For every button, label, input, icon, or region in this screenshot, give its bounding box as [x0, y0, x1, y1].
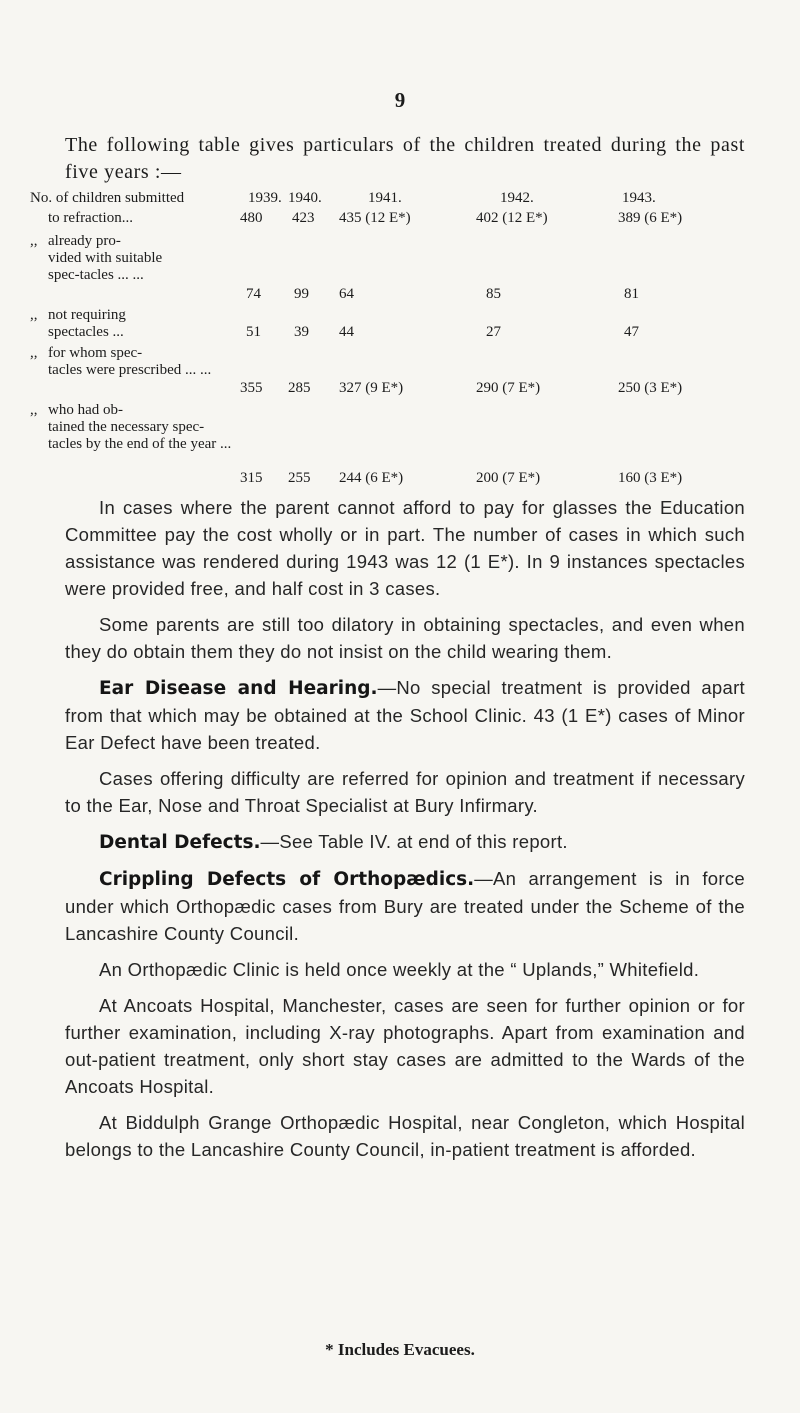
footnote: * Includes Evacuees.: [325, 1340, 475, 1359]
table-cell: 423: [292, 210, 315, 226]
table-cell: 51: [246, 324, 261, 340]
year-header: 1940.: [288, 190, 322, 206]
ear-referral-paragraph: Cases offering difficulty are referred for opinion and treatment if necessary to the Ear, Nose and Throat Specialist at Bury Infirmary.: [65, 768, 745, 816]
row-label-continued: tacles were prescribed ... ...: [48, 362, 212, 378]
ditto-mark: ,,: [30, 307, 38, 323]
ancoats-paragraph: At Ancoats Hospital, Manchester, cases are seen for further opinion or for further examination, including X-ray photographs. Apart from examination and out-patient treatment, only short stay cases are admitted to the Wards of the Ancoats Hospital.: [65, 995, 745, 1097]
table-cell: 435 (12 E*): [339, 210, 411, 226]
table-cell: 27: [486, 324, 501, 340]
table-cell: 47: [624, 324, 639, 340]
table-cell: 160 (3 E*): [618, 470, 683, 486]
table-cell: 200 (7 E*): [476, 470, 541, 486]
row-label: to refraction...: [48, 210, 133, 226]
intro-paragraph: The following table gives particulars of the children treated during the past five years :—: [65, 134, 745, 183]
table-header-label: No. of children submitted: [30, 190, 185, 206]
table-cell: 389 (6 E*): [618, 210, 683, 226]
report-body: [65, 494, 745, 1172]
table-cell: 327 (9 E*): [339, 380, 404, 396]
crippling-text: —An arrangement is in force under which Orthopædic cases from Bury are treated under the Scheme of the Lancashire County Council.: [65, 868, 745, 944]
dental-paragraph: [65, 828, 745, 856]
table-cell: 44: [339, 324, 354, 340]
dental-text: —See Table IV. at end of this report.: [260, 831, 568, 852]
table-cell: 255: [288, 470, 311, 486]
table-cell: 402 (12 E*): [476, 210, 548, 226]
crippling-heading: Crippling Defects of Orthopædics.: [99, 869, 475, 890]
table-cell: 99: [294, 286, 309, 302]
row-label: already pro-: [48, 233, 121, 249]
row-label: who had ob-: [48, 402, 123, 418]
table-cell: 74: [246, 286, 261, 302]
dilatory-paragraph: Some parents are still too dilatory in obtaining spectacles, and even when they do obtain them they do not insist on the child wearing them.: [65, 614, 745, 662]
row-label-continued: tained the necessary spec-tacles by the end of the year ...: [48, 419, 232, 452]
dental-heading: Dental Defects.: [99, 832, 261, 853]
year-header: 1943.: [622, 190, 656, 206]
ditto-mark: ,,: [30, 345, 38, 361]
table-cell: 355: [240, 380, 263, 396]
row-label: not requiring: [48, 307, 126, 323]
ortho-clinic-paragraph: An Orthopædic Clinic is held once weekly at the “ Uplands,” Whitefield.: [99, 959, 700, 980]
ditto-mark: ,,: [30, 233, 38, 249]
table-cell: 81: [624, 286, 639, 302]
table-cell: 250 (3 E*): [618, 380, 683, 396]
table-cell: 480: [240, 210, 263, 226]
biddulph-paragraph: At Biddulph Grange Orthopædic Hospital, near Congleton, which Hospital belongs to the Lancashire County Council, in-patient treatment is afforded.: [65, 1112, 745, 1160]
table-cell: 285: [288, 380, 311, 396]
ditto-mark: ,,: [30, 402, 38, 418]
row-label-continued: spectacles ...: [48, 324, 124, 340]
table-cell: 315: [240, 470, 263, 486]
ear-heading: Ear Disease and Hearing.: [99, 678, 378, 699]
table-cell: 290 (7 E*): [476, 380, 541, 396]
page-number: 9: [394, 88, 406, 112]
row-label-continued: vided with suitable spec-tacles ... ...: [48, 250, 163, 283]
table-cell: 39: [294, 324, 309, 340]
crippling-paragraph: [65, 865, 745, 947]
year-header: 1942.: [500, 190, 534, 206]
year-header: 1939.: [248, 190, 282, 206]
ear-paragraph: [65, 674, 745, 756]
table-cell: 85: [486, 286, 501, 302]
year-header: 1941.: [368, 190, 402, 206]
assistance-paragraph: In cases where the parent cannot afford to pay for glasses the Education Committee pay the cost wholly or in part. The number of cases in which such assistance was rendered during 1943 was 12 (1 E*). In 9 instances spectacles were provided free, and half cost in 3 cases.: [65, 497, 745, 599]
table-cell: 244 (6 E*): [339, 470, 404, 486]
table-cell: 64: [339, 286, 354, 302]
ear-text: —No special treatment is provided apart from that which may be obtained at the School Clinic. 43 (1 E*) cases of Minor Ear Defect have been treated.: [65, 677, 745, 753]
row-label: for whom spec-: [48, 345, 143, 361]
